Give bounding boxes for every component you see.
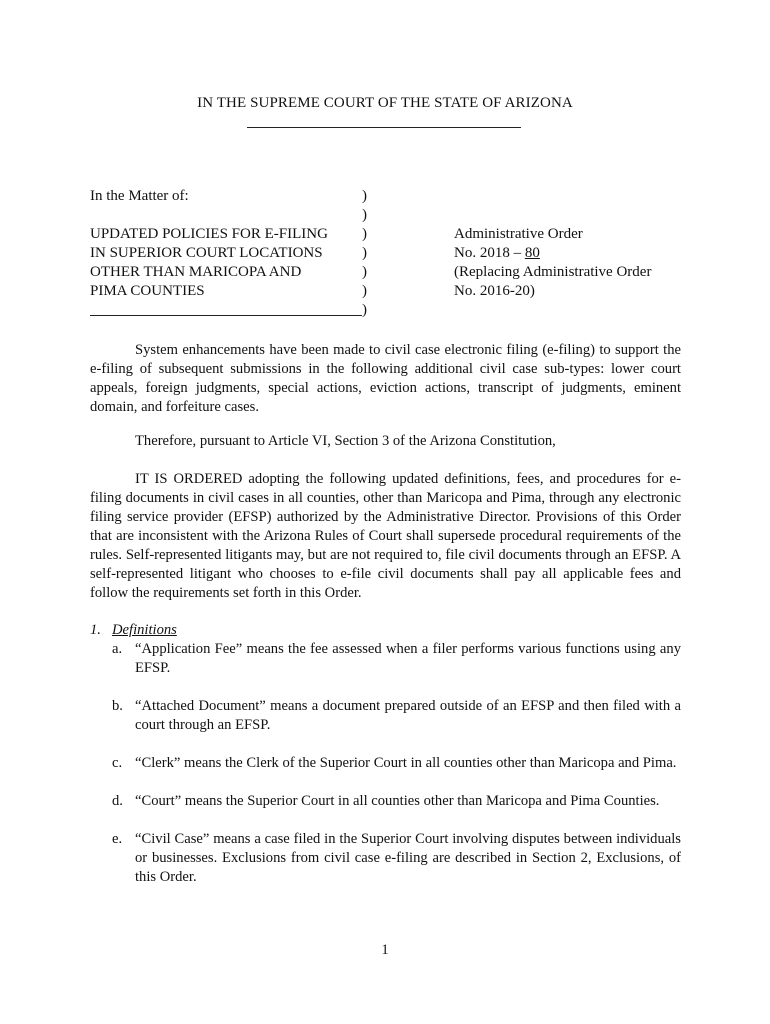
paren: ) [362, 245, 367, 261]
section-number: 1. [90, 622, 101, 638]
definition-item [90, 754, 681, 773]
case-caption [90, 187, 690, 327]
definition-letter: e. [112, 831, 123, 847]
paragraph-it-is-ordered: IT IS ORDERED adopting the following updated definitions, fees, and procedures for e-filing documents in civil cases in all counties, other than Maricopa and Pima, through any electronic filing service provider (EFSP) authorized by the Administrative Director. Provisions of this Order that are inconsistent with the Arizona Rules of Court shall supersede procedural requirements of the rules. Self-represented litigants may, but are not required to, file civil documents through an EFSP. A self-represented litigant who chooses to e-file civil documents shall pay all applicable fees and follow the requirements set forth in this Order. [90, 471, 681, 601]
definition-item [90, 640, 681, 678]
order-number-prefix: No. 2018 – [454, 245, 525, 261]
replacing-line-2: No. 2016-20) [454, 283, 535, 299]
caption-line: OTHER THAN MARICOPA AND [90, 264, 302, 280]
paren: ) [362, 226, 367, 242]
caption-line [90, 206, 365, 225]
definition-item [90, 830, 681, 887]
court-title: IN THE SUPREME COURT OF THE STATE OF ARIZONA [197, 95, 573, 111]
caption-line: PIMA COUNTIES [90, 283, 205, 299]
page-number: 1 [381, 942, 389, 958]
paren: ) [362, 283, 367, 299]
order-number-value: 80 [524, 245, 540, 261]
caption-order-info [454, 225, 694, 301]
definitions-heading [90, 621, 681, 640]
paren: ) [362, 207, 367, 223]
definition-text: “Application Fee” means the fee assessed when a filer performs various functions using any EFSP. [135, 641, 681, 676]
definition-text: “Court” means the Superior Court in all counties other than Maricopa and Pima Counties. [135, 793, 660, 809]
definition-letter: a. [112, 641, 123, 657]
definition-text: “Civil Case” means a case filed in the Superior Court involving disputes between individuals or businesses. Exclusions from civil case e-filing are described in Section 2, Exclusions, of this Order. [135, 831, 681, 885]
paren: ) [362, 264, 367, 280]
section-heading: Definitions [112, 622, 177, 638]
caption-rule [90, 315, 362, 316]
caption-parens [362, 187, 372, 320]
paren: ) [362, 302, 367, 318]
paren: ) [362, 188, 367, 204]
order-number [454, 244, 694, 263]
caption-matter [90, 187, 365, 301]
title-rule [247, 127, 521, 128]
definition-letter: d. [112, 793, 123, 809]
caption-line: In the Matter of: [90, 188, 189, 204]
caption-line: UPDATED POLICIES FOR E-FILING [90, 226, 328, 242]
definition-item [90, 792, 681, 811]
definition-letter: b. [112, 698, 123, 714]
caption-line: IN SUPERIOR COURT LOCATIONS [90, 245, 323, 261]
definitions-section [90, 621, 681, 906]
definition-text: “Clerk” means the Clerk of the Superior Court in all counties other than Maricopa and Pima. [135, 755, 677, 771]
definition-letter: c. [112, 755, 123, 771]
definition-item [90, 697, 681, 735]
paragraph-therefore: Therefore, pursuant to Article VI, Section 3 of the Arizona Constitution, [135, 433, 556, 449]
replacing-line-1: (Replacing Administrative Order [454, 264, 652, 280]
paragraph-system-enhancements: System enhancements have been made to civil case electronic filing (e-filing) to support the e-filing of subsequent submissions in the following additional civil case sub-types: lower court appeals, foreign judgments, special actions, eviction actions, transcript of judgments, eminent domain, and forfeiture cases. [90, 342, 681, 415]
definition-text: “Attached Document” means a document prepared outside of an EFSP and then filed with a court through an EFSP. [135, 698, 681, 733]
order-label: Administrative Order [454, 226, 583, 242]
